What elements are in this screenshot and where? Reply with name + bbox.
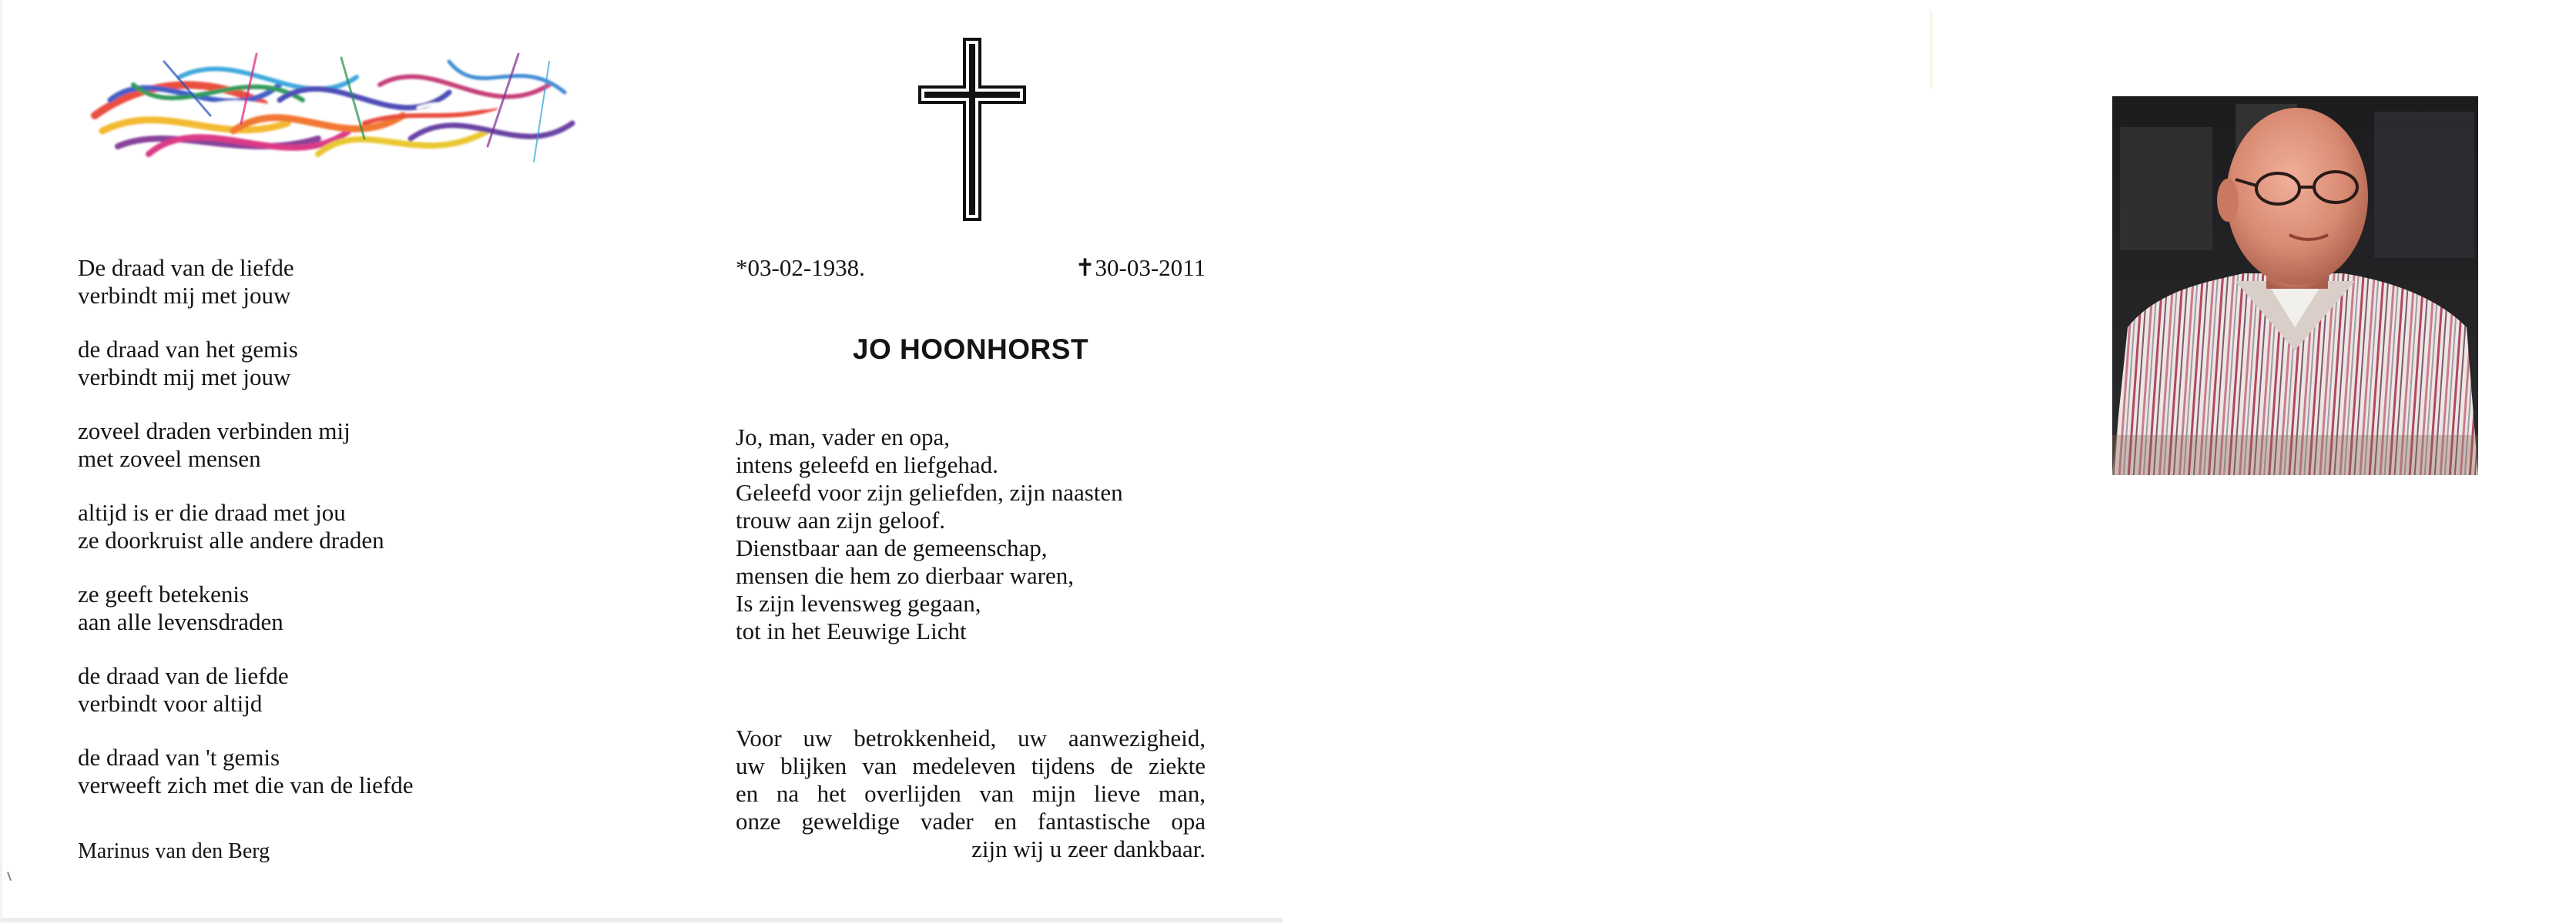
thanks-line: uw blijken van medeleven tijdens de ziekte <box>736 752 1206 779</box>
death-date: ✝30-03-2011 <box>1075 254 1206 281</box>
poem-stanza <box>78 662 663 718</box>
poem-line: verbindt voor altijd <box>78 690 263 717</box>
thanks-line: Voor uw betrokkenheid, uw aanwezigheid, <box>736 725 1206 752</box>
thanks-line: zijn wij u zeer dankbaar. <box>971 835 1206 862</box>
verse-line: trouw aan zijn geloof. <box>736 507 946 534</box>
verse-line: Dienstbaar aan de gemeenschap, <box>736 534 1048 561</box>
memorial-verse <box>736 424 1213 645</box>
thanks-text <box>736 725 1206 863</box>
poem <box>78 254 663 825</box>
poem-stanza <box>78 499 663 554</box>
brushstroke-art-icon <box>87 31 580 192</box>
poem-stanza <box>78 336 663 391</box>
scan-artifact <box>1930 12 1933 89</box>
poem-line: zoveel draden verbinden mij <box>78 417 351 444</box>
poem-line: ze geeft betekenis <box>78 581 250 608</box>
poem-stanza <box>78 417 663 473</box>
poem-line: ze doorkruist alle andere draden <box>78 527 384 554</box>
poem-line: verbindt mij met jouw <box>78 282 291 309</box>
verse-line: intens geleefd en liefgehad. <box>736 451 998 478</box>
poem-stanza <box>78 254 663 310</box>
verse-line: mensen die hem zo dierbaar waren, <box>736 562 1074 589</box>
poem-line: de draad van 't gemis <box>78 744 280 771</box>
poem-stanza <box>78 744 663 799</box>
portrait-photo <box>2112 96 2478 475</box>
thanks-line: onze geweldige vader en fantastische opa <box>736 808 1206 835</box>
verse-line: Is zijn levensweg gegaan, <box>736 590 981 617</box>
latin-cross-icon <box>915 35 1031 223</box>
verse-line: Jo, man, vader en opa, <box>736 424 951 450</box>
poem-line: verweeft zich met die van de liefde <box>78 772 414 798</box>
poem-line: met zoveel mensen <box>78 445 261 472</box>
thanks-line: en na het overlijden van mijn lieve man, <box>736 780 1206 807</box>
verse-line: Geleefd voor zijn geliefden, zijn naasten <box>736 479 1123 506</box>
card-inner-left <box>0 0 1285 922</box>
life-dates <box>736 254 1206 285</box>
deceased-name: JO HOONHORST <box>852 333 1089 365</box>
scan-mark <box>7 872 12 881</box>
verse-line: tot in het Eeuwige Licht <box>736 618 967 644</box>
poem-line: de draad van het gemis <box>78 336 298 363</box>
poem-line: verbindt mij met jouw <box>78 363 291 390</box>
poem-stanza <box>78 581 663 636</box>
poem-line: de draad van de liefde <box>78 662 289 689</box>
poem-line: aan alle levensdraden <box>78 608 283 635</box>
poem-line: altijd is er die draad met jou <box>78 499 346 526</box>
poem-line: De draad van de liefde <box>78 254 294 281</box>
birth-date: *03-02-1938. <box>736 254 865 281</box>
poem-author: Marinus van den Berg <box>78 839 270 863</box>
